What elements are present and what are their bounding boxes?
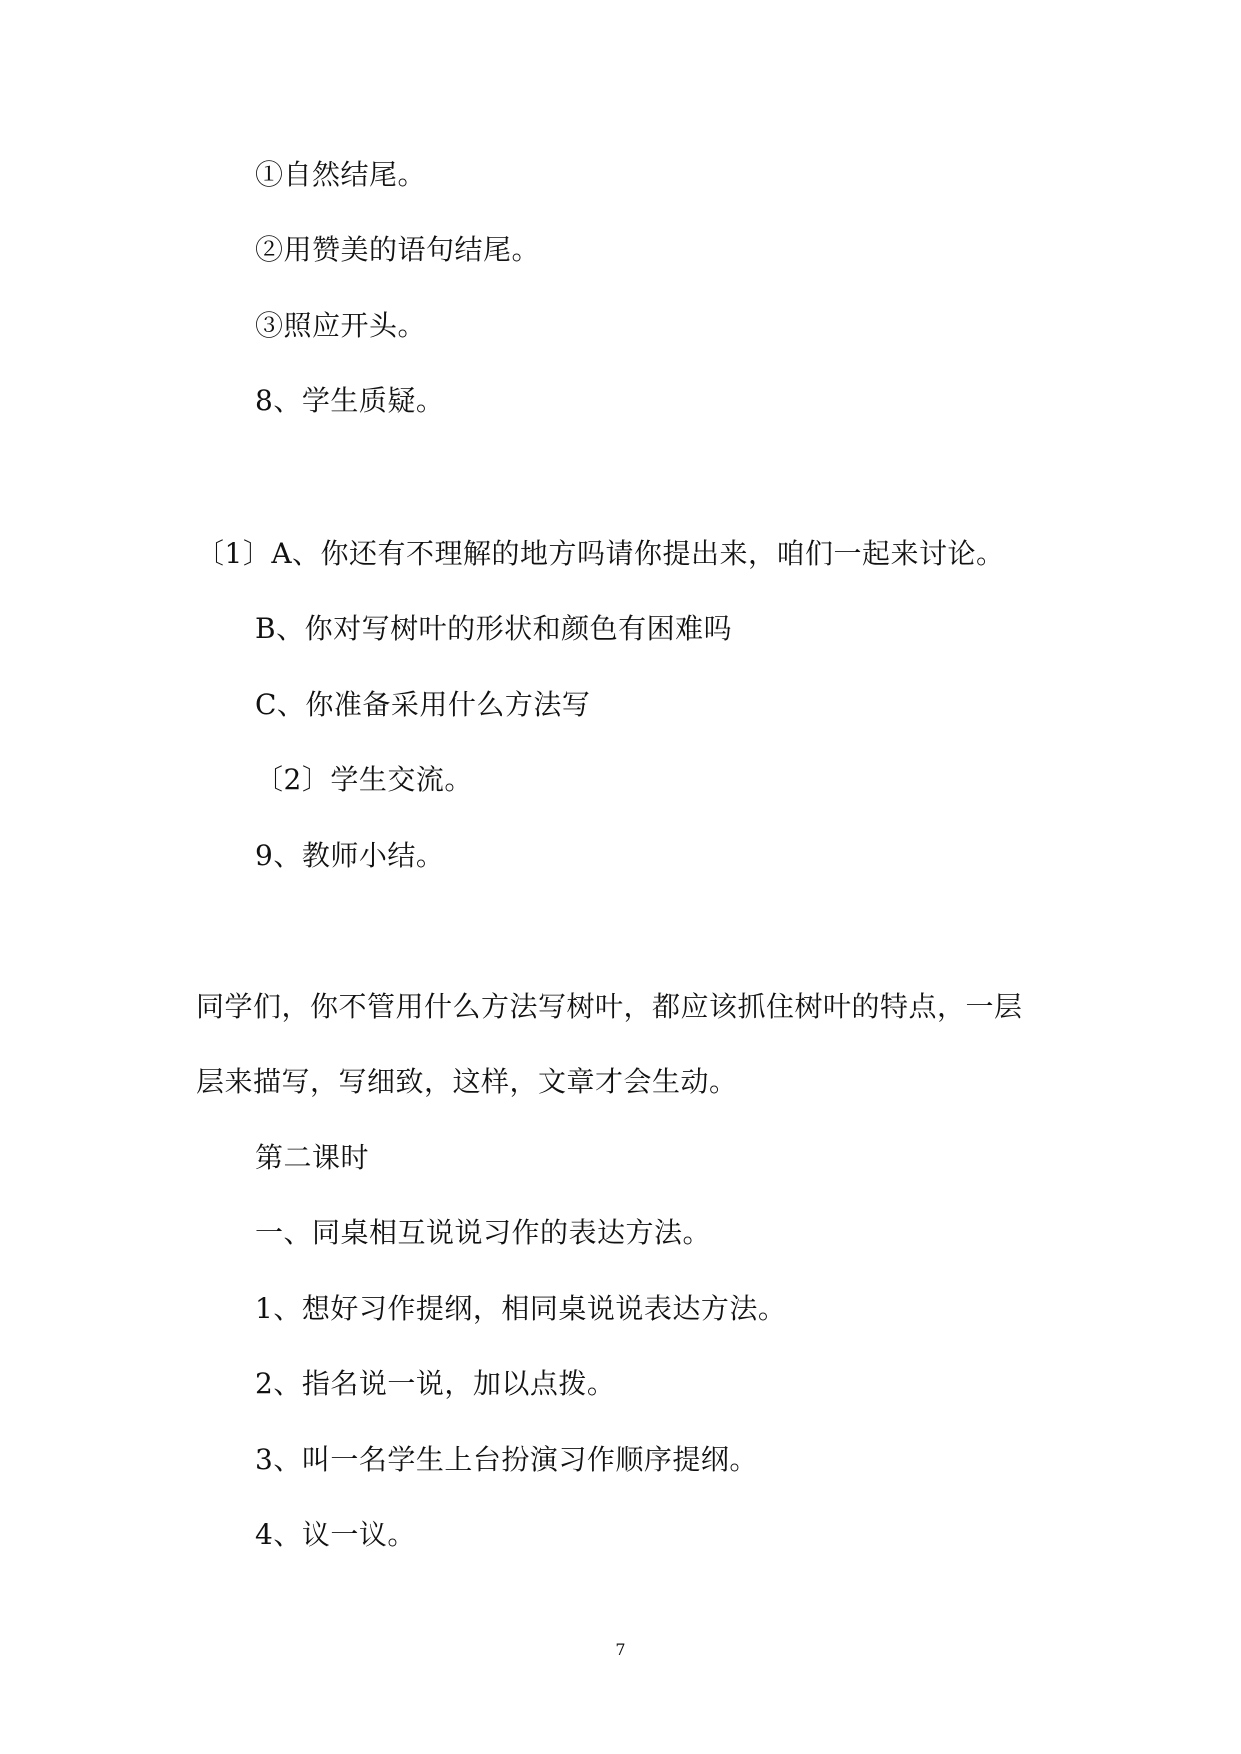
paragraph-line: 2、指名说一说，加以点拨。 <box>255 1367 616 1400</box>
paragraph-line: 同学们，你不管用什么方法写树叶，都应该抓住树叶的特点，一层 <box>196 990 1023 1023</box>
paragraph-line: 〔1〕A、你还有不理解的地方吗请你提出来，咱们一起来讨论。 <box>196 537 1005 570</box>
paragraph-line: 8、学生质疑。 <box>255 384 445 417</box>
paragraph-line: 1、想好习作提纲，相同桌说说表达方法。 <box>255 1292 787 1325</box>
paragraph-line: 4、议一议。 <box>255 1518 416 1551</box>
paragraph-line: ②用赞美的语句结尾。 <box>255 233 541 266</box>
paragraph-line: C、你准备采用什么方法写 <box>255 688 591 721</box>
paragraph-line: ①自然结尾。 <box>255 158 427 191</box>
section-heading: 第二课时 <box>255 1141 370 1174</box>
paragraph-line: 〔2〕学生交流。 <box>255 763 473 796</box>
paragraph-line: 9、教师小结。 <box>255 839 445 872</box>
paragraph-line: ③照应开头。 <box>255 309 427 342</box>
paragraph-line: 3、叫一名学生上台扮演习作顺序提纲。 <box>255 1443 758 1476</box>
paragraph-line: 一、同桌相互说说习作的表达方法。 <box>255 1216 712 1249</box>
paragraph-line: B、你对写树叶的形状和颜色有困难吗 <box>255 612 733 645</box>
paragraph-line: 层来描写，写细致，这样，文章才会生动。 <box>196 1065 738 1098</box>
page-number: 7 <box>615 1640 626 1659</box>
